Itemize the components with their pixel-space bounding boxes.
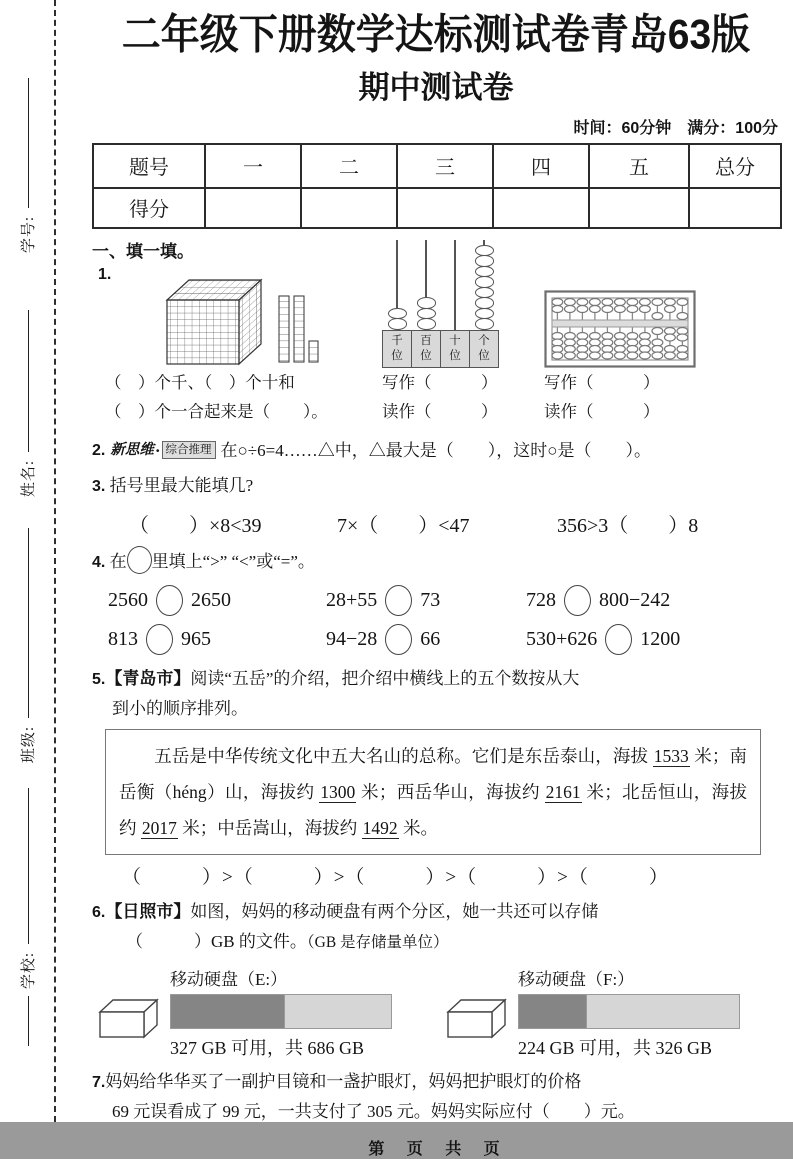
student-id-blank-line [28, 78, 29, 208]
underlined-number: 1492 [362, 817, 398, 838]
score-table-header-row [93, 144, 781, 188]
q7-line1: 妈妈给华华买了一副护目镜和一盏护眼灯，妈妈把护眼灯的价格 [105, 1071, 582, 1091]
class-label: 班级: [21, 725, 38, 763]
q1-write-label-2: 写作（ ） [544, 372, 660, 392]
score-cell [493, 188, 589, 228]
compare-circle-icon [146, 624, 173, 655]
new-thinking-badge [110, 436, 215, 465]
q5-line1: 阅读“五岳”的介绍，把介绍中横线上的五个数按从大 [190, 668, 580, 688]
underlined-number: 1300 [320, 781, 356, 802]
underlined-number: 2017 [141, 817, 177, 838]
score-cell [397, 188, 493, 228]
question-7-number: 7. [92, 1073, 106, 1091]
question-3-prompt: 括号里最大能填几? [109, 475, 254, 495]
abacus-bead [475, 318, 494, 330]
pv-label-box: 十位 [440, 330, 470, 368]
comparison-item: 2560 2650 [108, 585, 326, 616]
box-text: 米；南岳衡（héng）山，海拔约 [119, 745, 748, 802]
score-header-cell: 一 [205, 144, 301, 188]
q5-answer-blanks: （ ）>（ ）>（ ）>（ ）>（ ） [122, 866, 669, 888]
q4-prompt-prefix: 在 [109, 551, 127, 571]
chinese-abacus-image [544, 290, 696, 368]
q3-item: 356>3（ ）8 [557, 514, 699, 537]
paper-content [92, 0, 780, 1159]
abacus-bead [388, 318, 407, 330]
question-1 [92, 264, 780, 426]
drive-f-usage-bar [518, 994, 740, 1029]
compare-circle-icon [156, 585, 183, 616]
q1-caption-line2: （ ）个一合起来是（ ）。 [105, 401, 328, 421]
question-2-number: 2. [92, 441, 106, 459]
box-text: 五岳是中华传统文化中五大名山的总称。它们是东岳泰山，海拔 [119, 745, 653, 766]
q6-line1: 如图，妈妈的移动硬盘有两个分区，她一共还可以存储 [190, 901, 599, 921]
base-ten-blocks-image [105, 264, 382, 368]
score-table [92, 143, 782, 229]
pv-rod [469, 240, 499, 330]
score-row-label: 得分 [93, 188, 205, 228]
q1-caption-line1: （ ）个千、（ ）个十和 [105, 372, 295, 392]
compare-circle-icon [385, 585, 412, 616]
abacus-image-area [544, 264, 780, 368]
box-text: 米。 [398, 817, 438, 838]
question-6-number: 6. [92, 903, 106, 921]
score-cell [589, 188, 689, 228]
pv-column-thousands [382, 240, 412, 368]
score-cell [301, 188, 397, 228]
disk-drives-figure [98, 965, 780, 1060]
comparison-item: 728 800−242 [526, 585, 670, 616]
q4-row-1 [92, 585, 780, 616]
q1-abacus-column [544, 264, 780, 426]
q4-prompt-suffix: 里填上“>” “<”或“=”。 [151, 551, 315, 571]
comparison-item: 530+626 1200 [526, 624, 680, 655]
time-score-info: 时间：60分钟 满分：100分 [573, 119, 778, 137]
drive-e [98, 965, 392, 1060]
school-blank-line-2 [28, 996, 29, 1046]
class-blank-line [28, 528, 29, 718]
pv-column-tens [440, 240, 470, 368]
question-3-number: 3. [92, 477, 106, 495]
underlined-number: 2161 [545, 781, 581, 802]
pv-column-ones [469, 240, 499, 368]
score-header-cell: 题号 [93, 144, 205, 188]
name-blank-line [28, 310, 29, 452]
drive-e-capacity-text: 327 GB 可用，共 686 GB [170, 1037, 365, 1058]
pv-column-hundreds [411, 240, 441, 368]
drive-f [446, 965, 740, 1060]
question-7 [92, 1067, 780, 1097]
box-text: 米；西岳华山，海拔约 [356, 781, 545, 802]
question-5-number: 5. [92, 670, 106, 688]
score-header-cell: 三 [397, 144, 493, 188]
question-2-text: 在○÷6=4……△中，△最大是（ ），这时○是（ ）。 [220, 440, 651, 460]
drive-e-used-portion [171, 995, 285, 1028]
paper-subtitle: 期中测试卷 [358, 69, 514, 105]
school-blank-line [28, 788, 29, 944]
score-header-cell: 总分 [689, 144, 781, 188]
score-cell [205, 188, 301, 228]
drive-f-name: 移动硬盘（F:） [518, 969, 635, 989]
drive-f-used-portion [519, 995, 587, 1028]
q3-item: （ ）×8<39 [129, 514, 262, 537]
badge-category: 综合推理 [162, 441, 216, 459]
question-6 [92, 897, 780, 927]
underlined-number: 1533 [653, 745, 689, 766]
box-text: 米；北岳恒山，海拔约 [119, 781, 748, 838]
score-table-score-row [93, 188, 781, 228]
q6-line2-main: （ ）GB 的文件。 [126, 931, 307, 951]
box-text: 米；中岳嵩山，海拔约 [177, 817, 362, 838]
paper-title: 二年级下册数学达标测试卷青岛63版 [121, 12, 751, 59]
drive-f-body [518, 965, 740, 1060]
q3-item: 7×（ ）<47 [337, 514, 470, 537]
question-1-number: 1. [98, 265, 112, 283]
comparison-item: 94−28 66 [326, 624, 526, 655]
abacus-bead [417, 318, 436, 330]
hard-drive-icon [446, 998, 508, 1040]
compare-circle-icon [385, 624, 412, 655]
drive-f-capacity-text: 224 GB 可用，共 326 GB [518, 1037, 713, 1058]
compare-circle-icon [605, 624, 632, 655]
student-id-label: 学号: [21, 215, 38, 253]
question-1-content [92, 264, 780, 426]
q6-city-tag: 【日照市】 [105, 901, 191, 921]
binding-dashed-line [54, 0, 56, 1122]
question-5 [92, 664, 780, 694]
q4-row-2 [92, 624, 780, 655]
name-label: 姓名: [21, 459, 38, 497]
drive-e-body [170, 965, 392, 1060]
pv-rod [440, 240, 470, 330]
pv-label-box: 个位 [469, 330, 499, 368]
thousand-cube-and-rods-image [163, 268, 321, 368]
question-2 [92, 436, 780, 465]
pv-rod [411, 240, 441, 330]
place-value-abacus [382, 240, 498, 368]
badge-brand: 新思维 [110, 441, 154, 458]
q7-line2: 69 元误看成了 99 元，一共支付了 305 元。妈妈实际应付（ ）元。 [112, 1101, 635, 1121]
q1-read-label-2: 读作（ ） [544, 401, 660, 421]
q5-line2: 到小的顺序排列。 [112, 698, 248, 718]
badge-separator: · [154, 440, 161, 460]
q5-city-tag: 【青岛市】 [105, 668, 191, 688]
section-one-title: 一、填一填。 [92, 241, 194, 261]
q1-place-value-column [382, 264, 544, 426]
compare-circle-icon [127, 546, 152, 574]
compare-circle-icon [564, 585, 591, 616]
page-footer: 第 页 共 页 [368, 1140, 504, 1158]
five-mountains-reading-box [105, 729, 761, 855]
q6-line2 [92, 927, 780, 957]
comparison-item: 28+55 73 [326, 585, 526, 616]
question-4-number: 4. [92, 553, 106, 571]
q1-blocks-column [92, 264, 382, 426]
pv-label-box: 千位 [382, 330, 412, 368]
hard-drive-icon [98, 998, 160, 1040]
score-header-cell: 四 [493, 144, 589, 188]
question-3-items [92, 509, 780, 538]
school-label: 学校: [21, 951, 38, 989]
q1-read-label: 读作（ ） [382, 401, 498, 421]
q6-unit-note: （GB 是存储量单位） [306, 933, 449, 951]
comparison-item: 813 965 [108, 624, 326, 655]
drive-e-name: 移动硬盘（E:） [170, 969, 288, 989]
score-header-cell: 二 [301, 144, 397, 188]
drive-e-usage-bar [170, 994, 392, 1029]
student-info-sidebar [8, 0, 48, 1122]
q1-write-label: 写作（ ） [382, 372, 498, 392]
place-value-abacus-image [382, 264, 544, 368]
pv-rod [382, 240, 412, 330]
question-3 [92, 471, 780, 501]
pv-label-box: 百位 [411, 330, 441, 368]
score-header-cell: 五 [589, 144, 689, 188]
score-cell [689, 188, 781, 228]
question-4 [92, 546, 780, 577]
